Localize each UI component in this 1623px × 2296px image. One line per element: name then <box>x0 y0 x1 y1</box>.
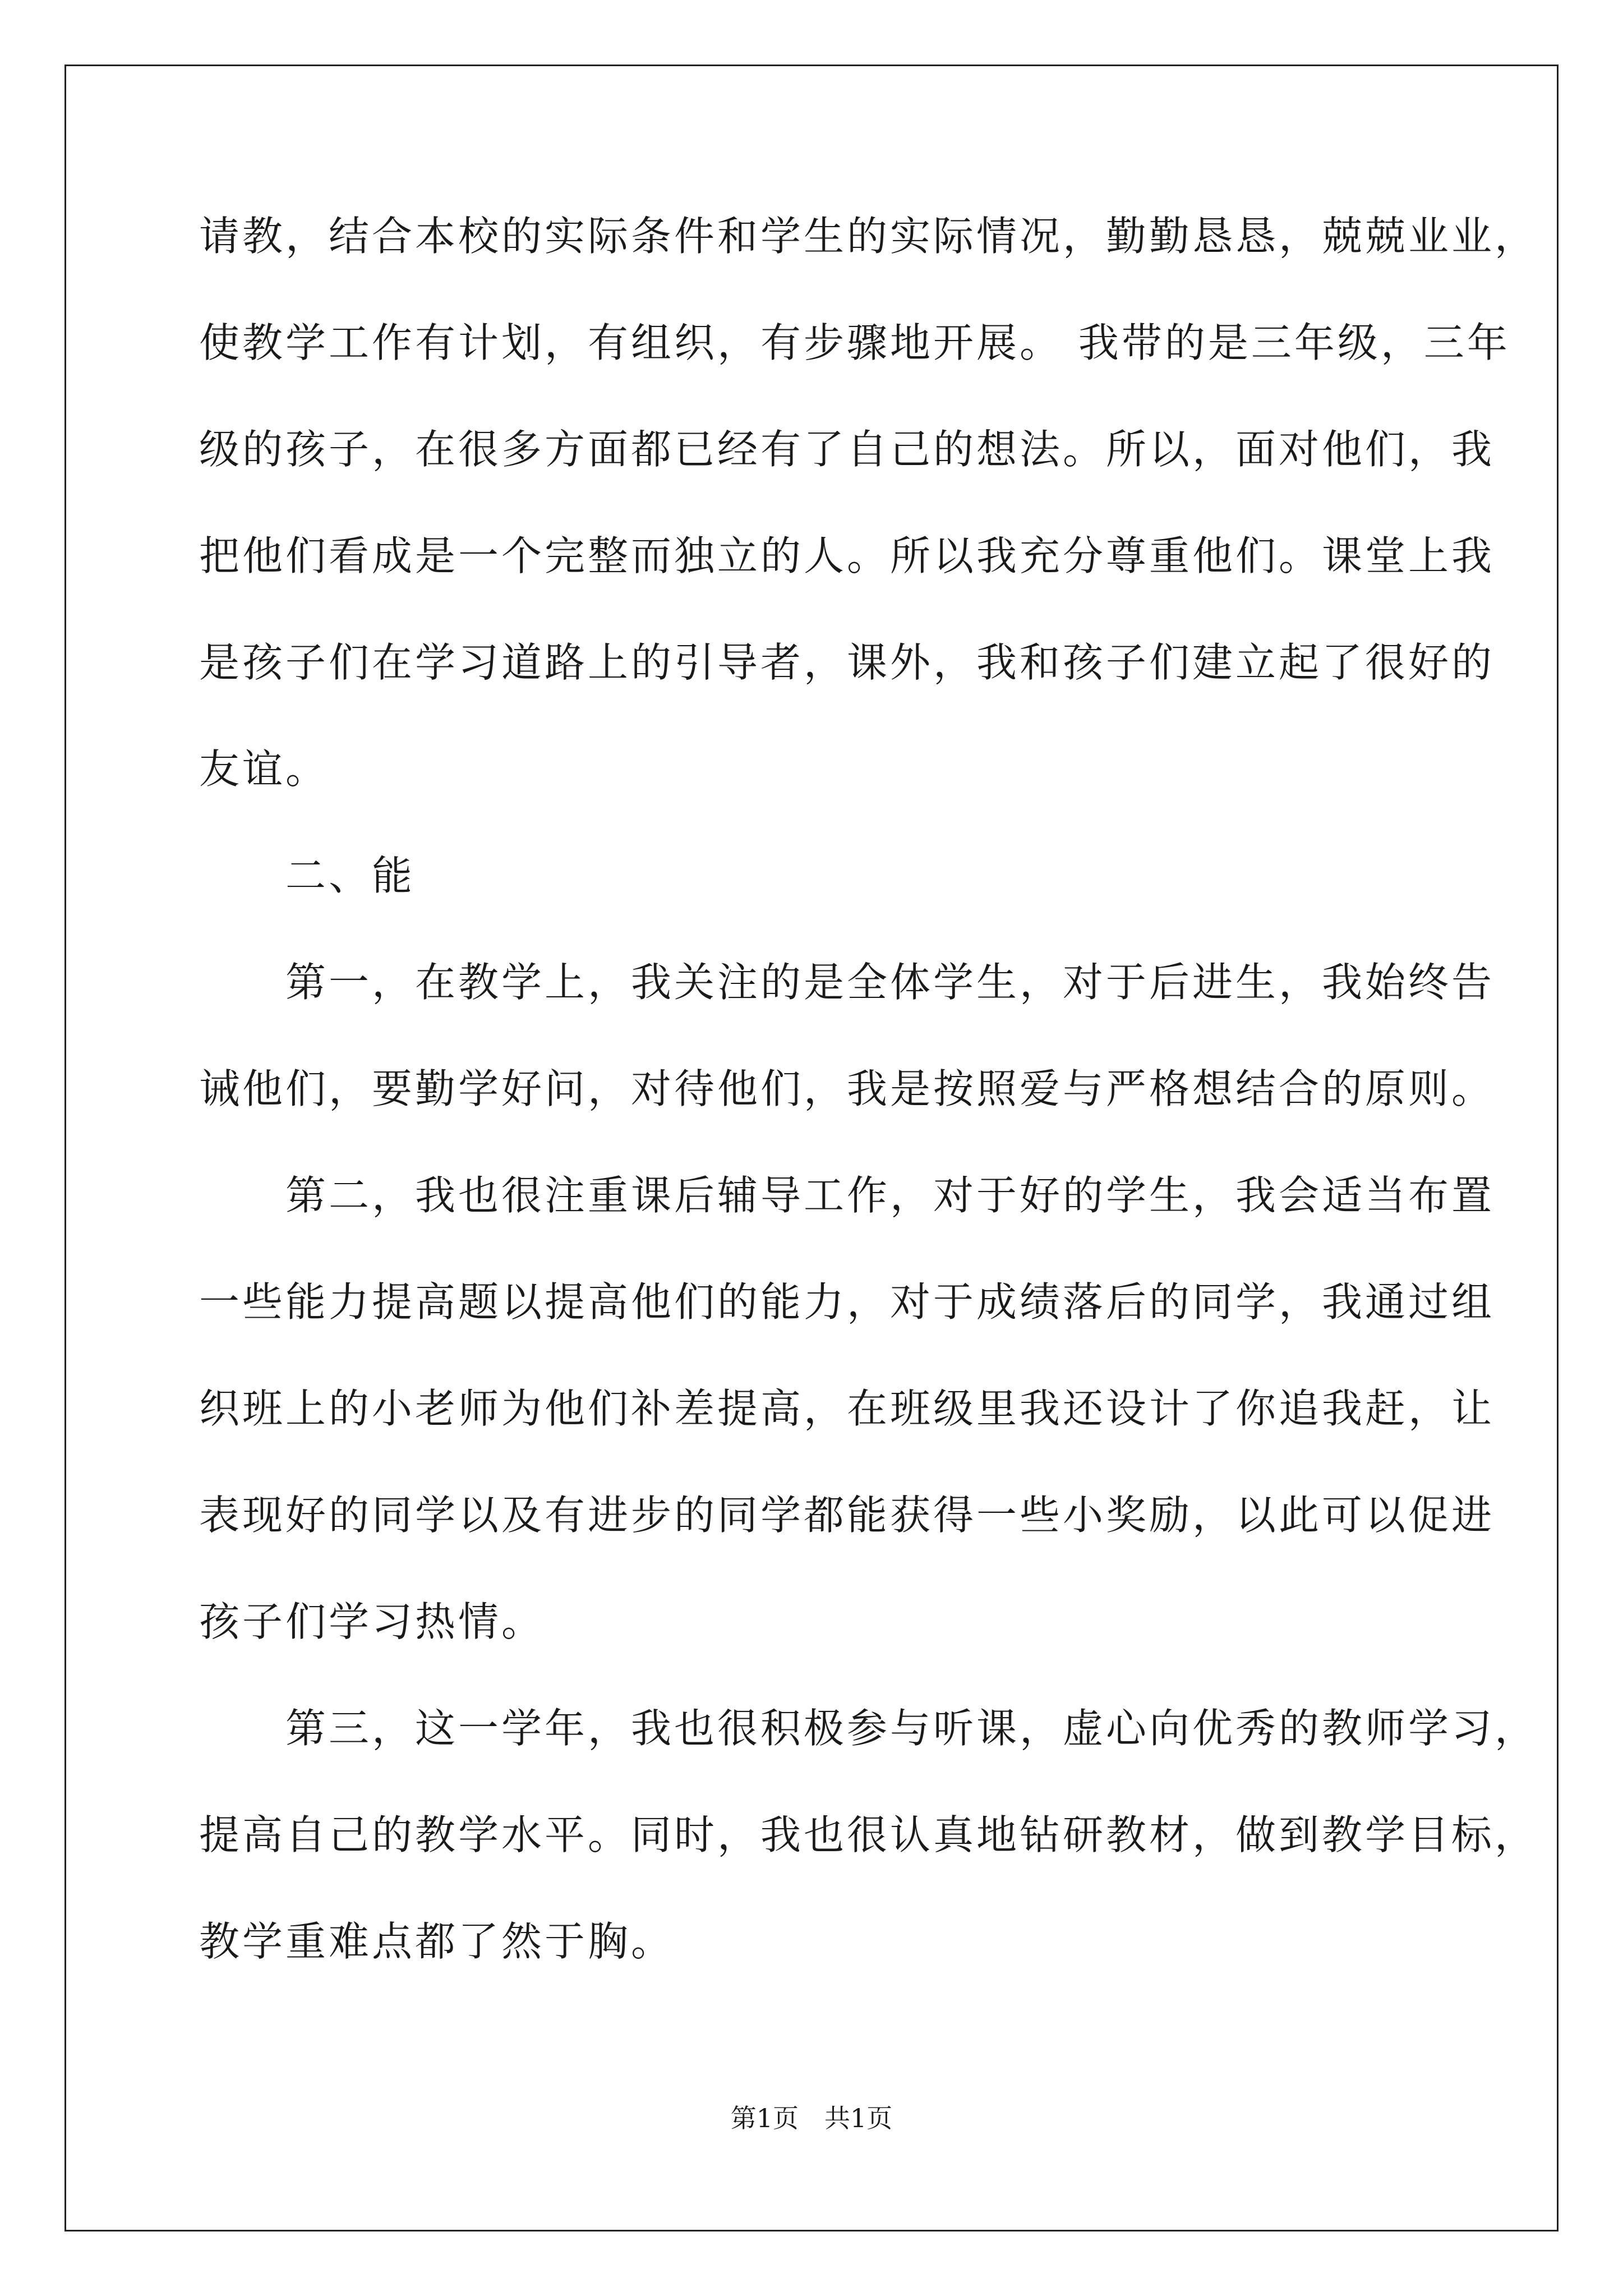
document-body <box>199 208 1538 2020</box>
text-line: 诫他们，要勤学好问，对待他们，我是按照爱与严格想结合的原则。 <box>199 1065 1495 1112</box>
text-line: 友谊。 <box>199 746 329 793</box>
text-line: 提高自己的教学水平。同时，我也很认真地钻研教材，做到教学目标， <box>199 1811 1538 1858</box>
text-line: 请教，结合本校的实际条件和学生的实际情况，勤勤恳恳，兢兢业业， <box>199 213 1538 260</box>
text-line: 第二，我也很注重课后辅导工作，对于好的学生，我会适当布置 <box>199 1172 1495 1219</box>
text-line: 是孩子们在学习道路上的引导者，课外，我和孩子们建立起了很好的 <box>199 639 1495 686</box>
text-line: 教学重难点都了然于胸。 <box>199 1918 675 1965</box>
text-line: 表现好的同学以及有进步的同学都能获得一些小奖励，以此可以促进 <box>199 1492 1495 1539</box>
text-line: 一些能力提高题以提高他们的能力，对于成绩落后的同学，我通过组 <box>199 1278 1495 1326</box>
text-line: 把他们看成是一个完整而独立的人。所以我充分尊重他们。课堂上我 <box>199 532 1495 579</box>
text-line: 织班上的小老师为他们补差提高，在班级里我还设计了你追我赶，让 <box>199 1385 1495 1432</box>
text-line: 使教学工作有计划，有组织，有步骤地开展。 我带的是三年级，三年 <box>199 319 1510 366</box>
text-line: 孩子们学习热情。 <box>199 1598 545 1645</box>
text-line: 第一，在教学上，我关注的是全体学生，对于后进生，我始终告 <box>199 959 1495 1006</box>
text-line: 级的孩子，在很多方面都已经有了自己的想法。所以，面对他们，我 <box>199 426 1495 473</box>
page-number-footer: 第1页 共1页 <box>730 2103 893 2133</box>
text-line: 第三，这一学年，我也很积极参与听课，虚心向优秀的教师学习， <box>199 1705 1538 1752</box>
section-heading: 二、能 <box>199 852 416 899</box>
